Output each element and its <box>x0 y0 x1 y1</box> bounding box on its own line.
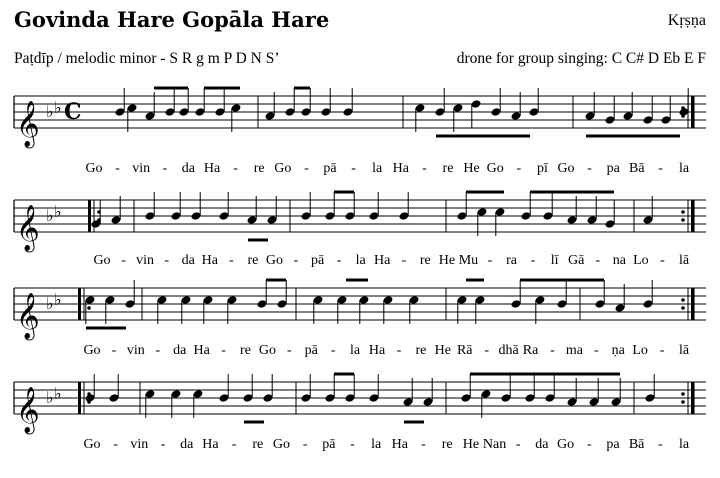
lyric-syllable: re <box>247 253 259 268</box>
lyric-syllable: lā <box>678 343 690 358</box>
treble-clef-icon: 𝄞 <box>16 387 40 433</box>
lyric-syllable: vin <box>130 437 149 452</box>
time-signature: C <box>64 99 82 125</box>
lyric-syllable: - <box>422 161 427 176</box>
lyric-syllable: re <box>419 253 431 268</box>
lyric-syllable: ra <box>506 253 518 268</box>
beam <box>520 279 604 282</box>
lyric-syllable: lī <box>550 253 559 268</box>
lyric-syllable: - <box>586 437 592 452</box>
beam <box>244 421 264 424</box>
lyric-syllable: - <box>162 161 168 176</box>
lyric-syllable: Go <box>557 161 575 176</box>
lyric-syllable: pī <box>536 161 548 176</box>
lyric-syllable: pā <box>304 343 318 358</box>
lyric-syllable: re <box>441 437 453 452</box>
lyric-syllable: - <box>659 343 665 358</box>
flat-icon: ♭ <box>46 388 54 407</box>
lyric-syllable: Go <box>272 437 291 452</box>
lyric-syllable: - <box>350 437 355 452</box>
lyric-syllable: Ha <box>368 343 386 358</box>
beam <box>466 279 484 282</box>
lyric-syllable: - <box>515 437 521 452</box>
lyric-syllable: Mu <box>458 253 479 268</box>
lyric-syllable: - <box>660 253 665 268</box>
lyric-syllable: - <box>421 437 426 452</box>
flat-icon: ♭ <box>54 290 62 309</box>
beam <box>248 239 268 242</box>
repeat-thick-bar <box>691 288 695 320</box>
lyric-syllable: He <box>462 437 480 452</box>
lyric-syllable: - <box>233 161 238 176</box>
beam <box>294 87 310 90</box>
lyric-syllable: He <box>438 253 456 268</box>
lyric-syllable: pa <box>606 437 620 452</box>
staff-system-4 <box>14 373 706 453</box>
lyric-syllable: Go <box>274 161 292 176</box>
beam <box>334 373 354 376</box>
lyric-syllable: da <box>181 253 195 268</box>
lyric-syllable: - <box>113 437 119 452</box>
lyric-syllable: la <box>372 161 383 176</box>
lyric-syllable: - <box>228 253 234 268</box>
lyric-syllable: - <box>164 253 170 268</box>
scale-info: Paṭdīp / melodic minor - S R g m P D N S’ <box>14 50 280 67</box>
repeat-dot <box>681 392 685 396</box>
beam <box>154 87 188 90</box>
lyric-syllable: - <box>286 343 292 358</box>
lyric-syllable: - <box>336 253 342 268</box>
lyric-syllable: - <box>115 161 120 176</box>
lyric-syllable: - <box>160 437 166 452</box>
staff-system-2 <box>14 191 706 269</box>
lyric-syllable: Ha <box>193 343 210 358</box>
song-title: Govinda Hare Gopāla Hare <box>14 7 330 32</box>
repeat-dot <box>681 210 685 214</box>
lyric-syllable: vin <box>132 161 151 176</box>
staff-system-1 <box>14 87 706 177</box>
lyric-syllable: - <box>351 161 356 176</box>
lyric-syllable: - <box>657 437 663 452</box>
lyric-syllable: la <box>678 161 690 176</box>
beam <box>530 191 614 194</box>
beam <box>470 373 620 376</box>
lyric-syllable: Lo <box>633 253 649 268</box>
repeat-thick-bar <box>78 288 81 320</box>
lyric-syllable: vin <box>126 343 145 358</box>
flat-icon: ♭ <box>46 206 54 225</box>
repeat-thick-bar <box>691 382 695 414</box>
flat-icon: ♭ <box>54 384 62 403</box>
lyric-syllable: la <box>350 343 361 358</box>
lyric-syllable: Rā <box>456 343 473 358</box>
lyric-syllable: - <box>530 253 536 268</box>
lyric-syllable: re <box>442 161 454 176</box>
lyric-syllable: - <box>121 253 126 268</box>
lyric-syllable: vin <box>136 253 155 268</box>
lyric-syllable: - <box>231 437 237 452</box>
lyric-syllable: Gā <box>568 253 585 268</box>
beam <box>86 327 126 330</box>
lyric-syllable: da <box>173 343 187 358</box>
lyric-syllable: dhā <box>498 343 519 358</box>
repeat-thick-bar <box>691 200 695 232</box>
lyric-syllable: Go <box>557 437 575 452</box>
lyric-syllable: - <box>330 343 336 358</box>
lyric-syllable: ṇa <box>611 343 625 358</box>
repeat-dot <box>681 400 685 404</box>
beam <box>436 135 472 138</box>
lyric-syllable: Ha <box>391 437 409 452</box>
lyric-syllable: - <box>587 161 592 176</box>
lyric-syllable: ma <box>565 343 583 358</box>
lyric-syllable: Bā <box>628 437 645 452</box>
drone-info: drone for group singing: C C# D Eb E F <box>456 50 706 67</box>
lyric-syllable: Ra <box>522 343 539 358</box>
beam <box>404 421 424 424</box>
treble-clef-icon: 𝄞 <box>16 101 40 147</box>
repeat-dot <box>681 298 685 302</box>
lyric-syllable: He <box>463 161 480 176</box>
lyric-syllable: Go <box>83 343 101 358</box>
lyric-syllable: Ha <box>203 161 221 176</box>
lyric-syllable: - <box>155 343 161 358</box>
lyric-syllable: la <box>371 437 382 452</box>
lyric-syllable: pa <box>606 161 620 176</box>
treble-clef-icon: 𝄞 <box>16 293 40 339</box>
lyric-syllable: Go <box>258 343 276 358</box>
beam <box>346 279 368 282</box>
lyric-syllable: Go <box>265 253 284 268</box>
lyric-syllable: - <box>401 253 407 268</box>
beam <box>466 191 504 194</box>
lyric-syllable: - <box>293 253 299 268</box>
repeat-dot <box>681 218 685 222</box>
lyric-syllable: Ha <box>392 161 409 176</box>
beam <box>472 135 530 138</box>
lyric-syllable: da <box>181 161 196 176</box>
lyric-syllable: - <box>595 253 601 268</box>
lyric-syllable: pā <box>323 161 337 176</box>
lyric-syllable: lā <box>678 253 690 268</box>
lyric-syllable: - <box>304 161 309 176</box>
repeat-dot <box>87 306 91 310</box>
composer-label: Kṛṣṇa <box>667 12 706 29</box>
lyric-syllable: - <box>550 343 555 358</box>
lyric-syllable: - <box>111 343 117 358</box>
lyric-syllable: - <box>396 343 402 358</box>
repeat-thick-bar <box>691 96 695 128</box>
beam <box>334 191 354 194</box>
beam <box>586 135 680 138</box>
lyric-syllable: Ha <box>374 253 391 268</box>
lyric-syllable: - <box>658 161 663 176</box>
repeat-dot <box>681 306 685 310</box>
lyric-syllable: na <box>612 253 626 268</box>
staff-system-3 <box>14 279 706 359</box>
lyric-syllable: - <box>593 343 599 358</box>
flat-icon: ♭ <box>46 102 54 121</box>
lyric-syllable: pā <box>322 437 336 452</box>
lyric-syllable: - <box>484 343 490 358</box>
lyric-syllable: Ha <box>201 253 218 268</box>
beam <box>266 279 286 282</box>
beam <box>204 87 240 90</box>
lyric-syllable: Go <box>486 161 504 176</box>
lyric-syllable: pā <box>310 253 325 268</box>
flat-icon: ♭ <box>54 98 62 117</box>
lyric-syllable: re <box>415 343 427 358</box>
lyric-syllable: la <box>355 253 366 268</box>
lyric-syllable: - <box>302 437 308 452</box>
lyric-syllable: - <box>487 253 493 268</box>
repeat-thick-bar <box>78 382 81 414</box>
lyric-syllable: - <box>221 343 226 358</box>
lyric-syllable: Bā <box>629 161 645 176</box>
flat-icon: ♭ <box>46 294 54 313</box>
lyric-syllable: He <box>434 343 451 358</box>
repeat-thick-bar <box>88 200 91 232</box>
lyric-syllable: - <box>516 161 522 176</box>
lyric-syllable: Go <box>83 437 101 452</box>
lyric-syllable: la <box>678 437 690 452</box>
treble-clef-icon: 𝄞 <box>16 205 40 251</box>
lyric-syllable: re <box>252 437 264 452</box>
lyric-syllable: Go <box>85 161 103 176</box>
lyric-syllable: Ha <box>202 437 219 452</box>
lyric-syllable: da <box>180 437 194 452</box>
lyric-syllable: Go <box>93 253 111 268</box>
flat-icon: ♭ <box>54 202 62 221</box>
lyric-syllable: re <box>240 343 251 358</box>
lyric-syllable: da <box>535 437 549 452</box>
lyric-syllable: Nan <box>482 437 507 452</box>
lyric-syllable: Lo <box>632 343 648 358</box>
lyric-syllable: re <box>253 161 265 176</box>
